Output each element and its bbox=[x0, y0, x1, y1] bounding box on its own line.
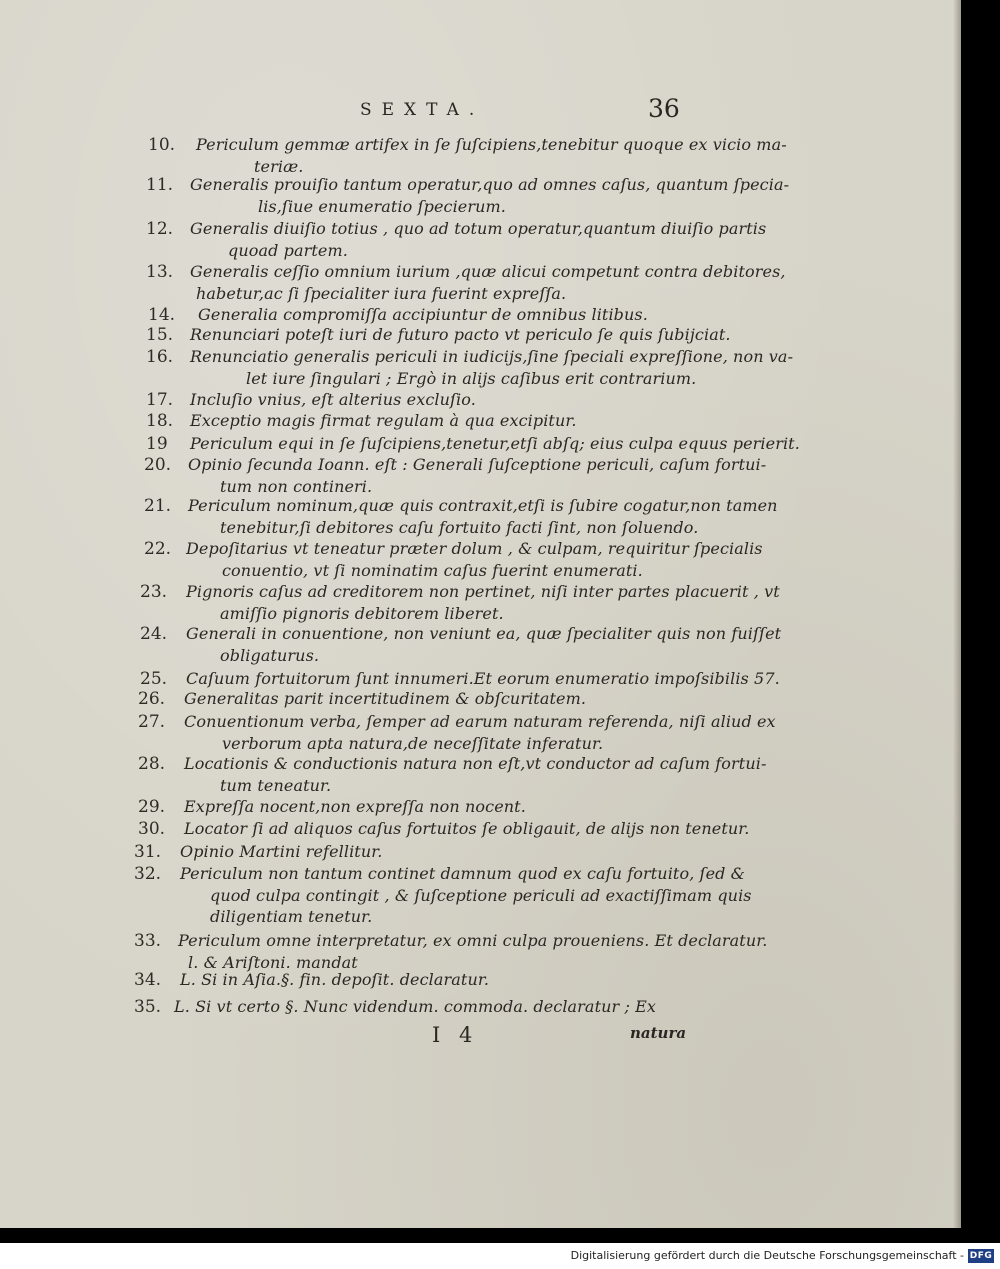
entry-text: Generalis diuiſio totius , quo ad totum operatur,quantum diuiſio partis bbox=[190, 219, 767, 238]
catchword: natura bbox=[630, 1024, 687, 1042]
entry-text-continuation: tum non contineri. bbox=[220, 476, 373, 496]
entry-text: Locationis & conductionis natura non eſt,vt conductor ad caſum fortui- bbox=[184, 754, 767, 773]
entry-number: 21. bbox=[144, 496, 172, 516]
entry-number: 26. bbox=[138, 689, 166, 709]
entry-number: 13. bbox=[146, 262, 174, 282]
entry-number: 11. bbox=[146, 175, 174, 195]
entry-text-continuation: quod culpa contingit , & ſuſceptione periculi ad exactiſſimam quis bbox=[210, 885, 752, 905]
dfg-logo-icon: DFG bbox=[969, 1251, 993, 1261]
entry-number: 23. bbox=[140, 582, 168, 602]
entry-text-continuation: habetur,ac ſi ſpecialiter iura fuerint expreſſa. bbox=[196, 283, 567, 303]
entry-text: Generalis prouiſio tantum operatur,quo ad omnes caſus, quantum ſpecia- bbox=[190, 175, 790, 194]
entry-text: Conuentionum verba, ſemper ad earum naturam referenda, niſi aliud ex bbox=[184, 712, 776, 731]
entry-text: Opinio ſecunda Ioann. eſt : Generali ſuſceptione periculi, caſum fortui- bbox=[188, 455, 767, 474]
entry-text: L. Si in Aſia.§. fin. depoſit. declaratur. bbox=[180, 970, 490, 989]
entry-text: Periculum non tantum continet damnum quod ex caſu fortuito, ſed & bbox=[180, 864, 746, 883]
entry-number: 16. bbox=[146, 347, 174, 367]
entry-text: Generalitas parit incertitudinem & obſcuritatem. bbox=[184, 689, 587, 708]
entry-number: 22. bbox=[144, 539, 172, 559]
entry-text: Renunciari poteſt iuri de futuro pacto vt periculo ſe quis ſubijciat. bbox=[190, 325, 731, 344]
entry-number: 18. bbox=[146, 411, 174, 431]
entry-text: Incluſio vnius, eſt alterius excluſio. bbox=[190, 390, 476, 409]
entry-text: Periculum nominum,quæ quis contraxit,etſi is ſubire cogatur,non tamen bbox=[188, 496, 778, 515]
signature-mark: I 4 bbox=[432, 1023, 479, 1047]
running-head: SEXTA. bbox=[360, 100, 485, 120]
entry-text: Periculum omne interpretatur, ex omni culpa proueniens. Et declaratur. bbox=[178, 931, 768, 950]
entry-text-continuation: teriæ. bbox=[254, 156, 304, 176]
entry-text-continuation: verborum apta natura,de neceſſitate inferatur. bbox=[222, 733, 604, 753]
page-number: 36 bbox=[648, 94, 680, 123]
entry-number: 12. bbox=[146, 219, 174, 239]
entry-text-continuation: tenebitur,ſi debitores caſu fortuito facti ſint, non ſoluendo. bbox=[220, 517, 699, 537]
entry-text-continuation: let iure ſingulari ; Ergò in alijs caſibus erit contrarium. bbox=[246, 368, 697, 388]
entry-text: Caſuum fortuitorum ſunt innumeri.Et eorum enumeratio impoſsibilis 57. bbox=[186, 669, 780, 688]
entry-text-continuation: diligentiam tenetur. bbox=[210, 907, 373, 926]
entry-number: 34. bbox=[134, 970, 162, 990]
entry-text: Pignoris caſus ad creditorem non pertinet, niſi inter partes placuerit , vt bbox=[186, 582, 780, 601]
entry-number: 15. bbox=[146, 325, 174, 345]
entry-number: 35. bbox=[134, 997, 162, 1017]
entry-text-continuation: quoad partem. bbox=[228, 240, 348, 260]
entry-text: Locator ſi ad aliquos caſus fortuitos ſe obligauit, de alijs non tenetur. bbox=[184, 819, 750, 838]
entry-text: Expreſſa nocent,non expreſſa non nocent. bbox=[184, 797, 526, 816]
entry-text: Periculum gemmæ artifex in ſe ſuſcipiens,tenebitur quoque ex vicio ma- bbox=[196, 135, 787, 154]
entry-text: Periculum equi in ſe ſuſcipiens,tenetur,etſi abſq; eius culpa equus perierit. bbox=[190, 434, 800, 453]
entry-text: Generalia compromiſſa accipiuntur de omnibus litibus. bbox=[198, 305, 648, 324]
entry-text: Exceptio magis firmat regulam à qua excipitur. bbox=[190, 411, 577, 430]
entry-text-continuation: tum teneatur. bbox=[220, 775, 332, 795]
entry-text-continuation: amiſſio pignoris debitorem liberet. bbox=[220, 603, 504, 623]
entry-number: 33. bbox=[134, 931, 162, 951]
entry-number: 27. bbox=[138, 712, 166, 732]
entry-text: Renunciatio generalis periculi in iudicijs,ſine ſpeciali expreſſione, non va- bbox=[190, 347, 794, 366]
entry-text-continuation: lis,ſiue enumeratio ſpecierum. bbox=[258, 196, 506, 216]
funding-notice: Digitalisierung gefördert durch die Deutsche Forschungsgemeinschaft - bbox=[570, 1249, 964, 1262]
entry-number: 14. bbox=[148, 305, 176, 325]
entry-text: Generalis ceſſio omnium iurium ,quæ alicui competunt contra debitores, bbox=[190, 262, 786, 281]
entry-number: 10. bbox=[148, 135, 176, 155]
entry-number: 25. bbox=[140, 669, 168, 689]
entry-number: 31. bbox=[134, 842, 162, 862]
entry-text-continuation: l. & Ariſtoni. mandat bbox=[188, 952, 358, 972]
entry-number: 20. bbox=[144, 455, 172, 475]
entry-number: 28. bbox=[138, 754, 166, 774]
entry-number: 30. bbox=[138, 819, 166, 839]
entry-text-continuation: conuentio, vt ſi nominatim caſus fuerint enumerati. bbox=[222, 560, 643, 580]
entry-number: 32. bbox=[134, 864, 162, 884]
entry-text: Opinio Martini refellitur. bbox=[180, 842, 383, 861]
entry-text: Generali in conuentione, non veniunt ea, quæ ſpecialiter quis non fuiſſet bbox=[186, 624, 782, 643]
footer-bar bbox=[0, 1243, 1000, 1269]
entry-number: 17. bbox=[146, 390, 174, 410]
entry-number: 29. bbox=[138, 797, 166, 817]
entry-number: 24. bbox=[140, 624, 168, 644]
entry-number: 19 bbox=[146, 434, 168, 454]
entry-text: L. Si vt certo §. Nunc videndum. commoda. declaratur ; Ex bbox=[174, 997, 657, 1016]
entry-text: Depoſitarius vt teneatur præter dolum , & culpam, requiritur ſpecialis bbox=[186, 539, 763, 558]
entry-text-continuation: obligaturus. bbox=[220, 645, 320, 665]
